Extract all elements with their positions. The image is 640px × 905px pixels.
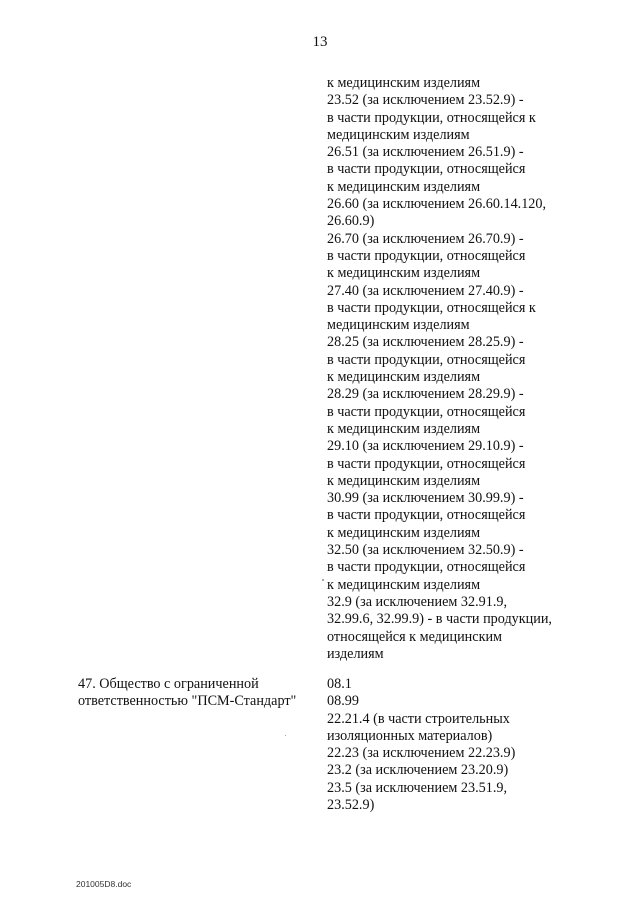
code-line: в части продукции, относящейся — [327, 403, 526, 420]
code-line: в части продукции, относящейся — [327, 455, 526, 472]
continuation-codes-block — [327, 75, 627, 663]
code-line: в части продукции, относящейся — [327, 247, 526, 264]
code-line: в части продукции, относящейся — [327, 507, 526, 524]
footer-filename: 201005D8.doc — [76, 879, 132, 889]
code-line: в части продукции, относящейся — [327, 161, 526, 178]
code-line: изоляционных материалов) — [327, 727, 493, 744]
code-line: 22.23 (за исключением 22.23.9) — [327, 745, 516, 762]
page-number: 13 — [312, 34, 328, 50]
code-line: 32.9 (за исключением 32.91.9, — [327, 593, 508, 610]
code-line: 26.60 (за исключением 26.60.14.120, — [327, 196, 547, 213]
organization-name-line: 47. Общество с ограниченной — [78, 676, 259, 692]
code-line: 26.60.9) — [327, 213, 375, 230]
entry-47-organization — [78, 676, 318, 711]
code-line: медицинским изделиям — [327, 317, 470, 334]
code-line: 28.25 (за исключением 28.25.9) - — [327, 334, 524, 351]
code-line: 08.99 — [327, 693, 359, 710]
code-line: к медицинским изделиям — [327, 369, 481, 386]
code-line: в части продукции, относящейся к — [327, 109, 536, 126]
code-line: к медицинским изделиям — [327, 576, 481, 593]
scan-speck — [285, 735, 286, 736]
code-line: 32.50 (за исключением 32.50.9) - — [327, 542, 524, 559]
code-line: в части продукции, относящейся к — [327, 299, 536, 316]
code-line: 23.52.9) — [327, 797, 375, 814]
code-line: 27.40 (за исключением 27.40.9) - — [327, 282, 524, 299]
code-line: к медицинским изделиям — [327, 472, 481, 489]
code-line: 08.1 — [327, 676, 352, 692]
code-line: 29.10 (за исключением 29.10.9) - — [327, 438, 524, 455]
code-line: относящейся к медицинским — [327, 628, 503, 645]
code-line: в части продукции, относящейся — [327, 559, 526, 576]
code-line: медицинским изделиям — [327, 126, 470, 143]
code-line: 23.5 (за исключением 23.51.9, — [327, 779, 508, 796]
code-line: к медицинским изделиям — [327, 524, 481, 541]
code-line: к медицинским изделиям — [327, 420, 481, 437]
code-line: в части продукции, относящейся — [327, 351, 526, 368]
entry-47-codes — [327, 676, 627, 814]
code-line: к медицинским изделиям — [327, 265, 481, 282]
code-line: 26.51 (за исключением 26.51.9) - — [327, 144, 524, 161]
code-line: к медицинским изделиям — [327, 178, 481, 195]
code-line: 23.52 (за исключением 23.52.9) - — [327, 92, 524, 109]
code-line: изделиям — [327, 645, 384, 662]
code-line: 26.70 (за исключением 26.70.9) - — [327, 230, 524, 247]
code-line: 30.99 (за исключением 30.99.9) - — [327, 490, 524, 507]
code-line: к медицинским изделиям — [327, 75, 481, 91]
code-line: 32.99.6, 32.99.9) - в части продукции, — [327, 611, 552, 628]
code-line: 22.21.4 (в части строительных — [327, 710, 510, 727]
organization-name-line: ответственностью "ПСМ-Стандарт" — [78, 693, 297, 710]
code-line: 23.2 (за исключением 23.20.9) — [327, 762, 509, 779]
code-line: 28.29 (за исключением 28.29.9) - — [327, 386, 524, 403]
scan-speck — [322, 579, 324, 581]
